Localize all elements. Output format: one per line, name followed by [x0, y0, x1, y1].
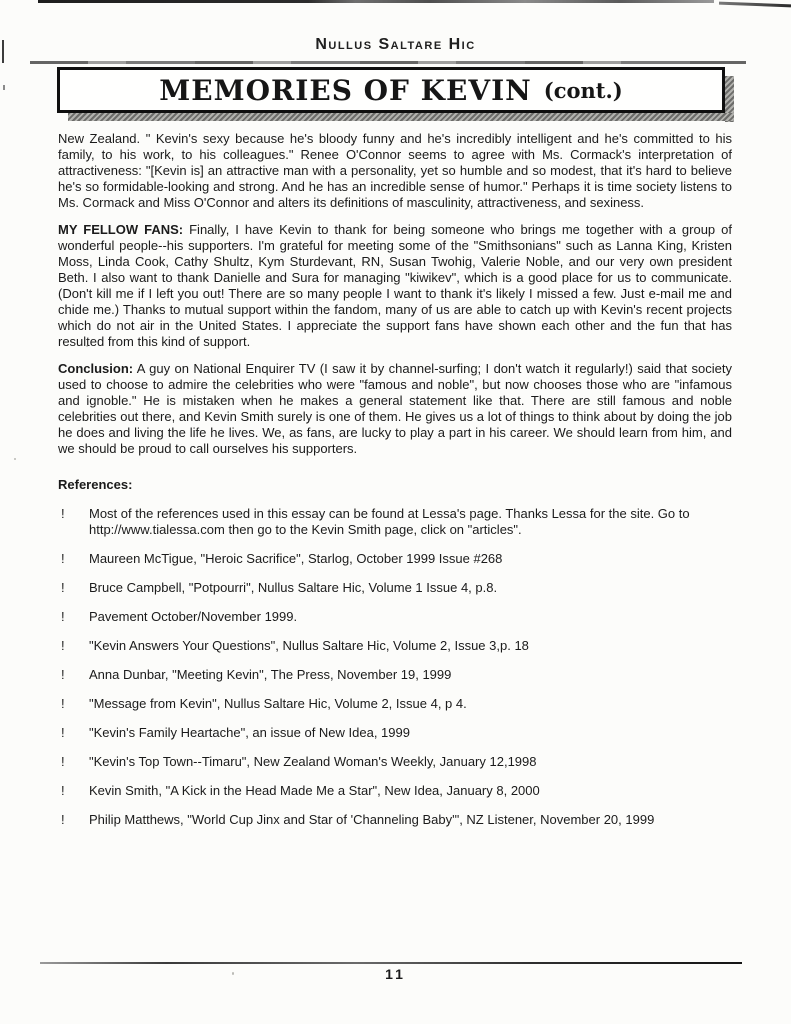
- reference-bullet: !: [61, 580, 65, 595]
- article-title: MEMORIES OF KEVIN: [159, 73, 532, 107]
- reference-bullet: !: [61, 812, 65, 827]
- page-number: 11: [385, 966, 406, 982]
- reference-item: [58, 754, 732, 770]
- references-list: [58, 506, 732, 828]
- reference-text: "Kevin's Family Heartache", an issue of New Idea, 1999: [89, 725, 410, 740]
- paragraph-lead: MY FELLOW FANS:: [58, 222, 184, 237]
- reference-text: Bruce Campbell, "Potpourri", Nullus Saltare Hic, Volume 1 Issue 4, p.8.: [89, 580, 498, 595]
- reference-item: [58, 506, 732, 538]
- reference-item: [58, 667, 732, 683]
- reference-item: [58, 783, 732, 799]
- reference-bullet: !: [61, 725, 65, 740]
- reference-text: "Kevin Answers Your Questions", Nullus Saltare Hic, Volume 2, Issue 3,p. 18: [89, 638, 529, 653]
- paragraph-attractiveness: [58, 131, 732, 211]
- reference-text: Maureen McTigue, "Heroic Sacrifice", Starlog, October 1999 Issue #268: [89, 551, 503, 566]
- reference-item: [58, 551, 732, 567]
- reference-bullet: !: [61, 754, 65, 769]
- masthead-rule: [30, 61, 746, 64]
- title-box-shadow-bottom: [68, 113, 734, 121]
- footer-rule: [40, 962, 742, 964]
- reference-bullet: !: [61, 667, 65, 682]
- reference-bullet: !: [61, 783, 65, 798]
- article-title-suffix: (cont.): [543, 77, 623, 103]
- reference-bullet: !: [61, 551, 65, 566]
- paragraph-my-fellow-fans: [58, 222, 732, 350]
- reference-text: Philip Matthews, "World Cup Jinx and Star of 'Channeling Baby'", NZ Listener, November 20, 1999: [89, 812, 655, 827]
- article-body: [58, 131, 732, 841]
- reference-bullet: !: [61, 696, 65, 711]
- article-title-box: [57, 67, 725, 113]
- scan-speck: [14, 458, 16, 460]
- reference-bullet: !: [61, 638, 65, 653]
- paragraph-text: Finally, I have Kevin to thank for being someone who brings me together with a group of wonderful people--his supporters. I'm grateful for meeting some of the "Smithsonians" such as Lanna King, Kristen Moss, Linda Cook, Cathy Shultz, Kym Sturdevant, RN, Susan Twohig, Valerie Noble, and our very own president Beth. I also want to thank Danielle and Sura for managing "kiwikev", which is a good place for us to communicate. (Don't kill me if I left you out! There are so many people I want to thank it's likely I missed a few. Just e-mail me and chide me.) Thanks to mutual support within the fandom, many of us are able to catch up with Kevin's recent projects which do not air in the United States. I appreciate the support fans have shown each other and the fun that has resulted from this kind of support.: [58, 222, 732, 349]
- reference-text: Kevin Smith, "A Kick in the Head Made Me a Star", New Idea, January 8, 2000: [89, 783, 540, 798]
- reference-item: [58, 725, 732, 741]
- masthead-journal-title: Nullus Saltare Hic: [315, 36, 476, 53]
- reference-item: [58, 580, 732, 596]
- reference-text: Pavement October/November 1999.: [89, 609, 298, 624]
- paragraph-text: New Zealand. " Kevin's sexy because he's bloody funny and he's incredibly intelligent and he's committed to his family, to his work, to his colleagues." Renee O'Connor seems to agree with Ms. Cormack's interpretation of attractiveness: "[Kevin is] an attractive man with a personality, yet so humble and so modest, that it's hard to believe he's so formidable-looking and strong. And he has an incredible sense of humor." Perhaps it is time society listens to Ms. Cormack and Miss O'Connor and alters its definitions of masculinity, attractiveness, and sexiness.: [58, 131, 732, 210]
- reference-item: [58, 609, 732, 625]
- paragraph-lead: Conclusion:: [58, 361, 134, 376]
- reference-bullet: !: [61, 609, 65, 624]
- scan-artifact-top-right: [719, 2, 791, 8]
- reference-text: "Kevin's Top Town--Timaru", New Zealand Woman's Weekly, January 12,1998: [89, 754, 537, 769]
- reference-text: "Message from Kevin", Nullus Saltare Hic, Volume 2, Issue 4, p 4.: [89, 696, 467, 711]
- scan-artifact-left-dot: [3, 85, 5, 90]
- reference-item: [58, 812, 732, 828]
- reference-item: [58, 638, 732, 654]
- reference-text: Anna Dunbar, "Meeting Kevin", The Press, November 19, 1999: [89, 667, 452, 682]
- scan-artifact-top-line: [38, 0, 714, 3]
- reference-text: Most of the references used in this essay can be found at Lessa's page. Thanks Lessa for the site. Go to http://www.tialessa.com then go to the Kevin Smith page, click on "articles".: [89, 506, 690, 537]
- reference-item: [58, 696, 732, 712]
- paragraph-conclusion: [58, 361, 732, 457]
- reference-bullet: !: [61, 506, 65, 521]
- references-heading: References:: [58, 477, 133, 492]
- paragraph-text: A guy on National Enquirer TV (I saw it by channel-surfing; I don't watch it regularly!) said that society used to choose to admire the celebrities who were "famous and noble", but now chooses those who are "infamous and ignoble." He is mistaken when he makes a general statement like that. There are still famous and noble celebrities out there, and Kevin Smith surely is one of them. He gives us a lot of things to think about by doing the job he does and living the life he lives. We, as fans, are lucky to play a part in his career. We should learn from him, and we should be proud to call ourselves his supporters.: [58, 361, 732, 456]
